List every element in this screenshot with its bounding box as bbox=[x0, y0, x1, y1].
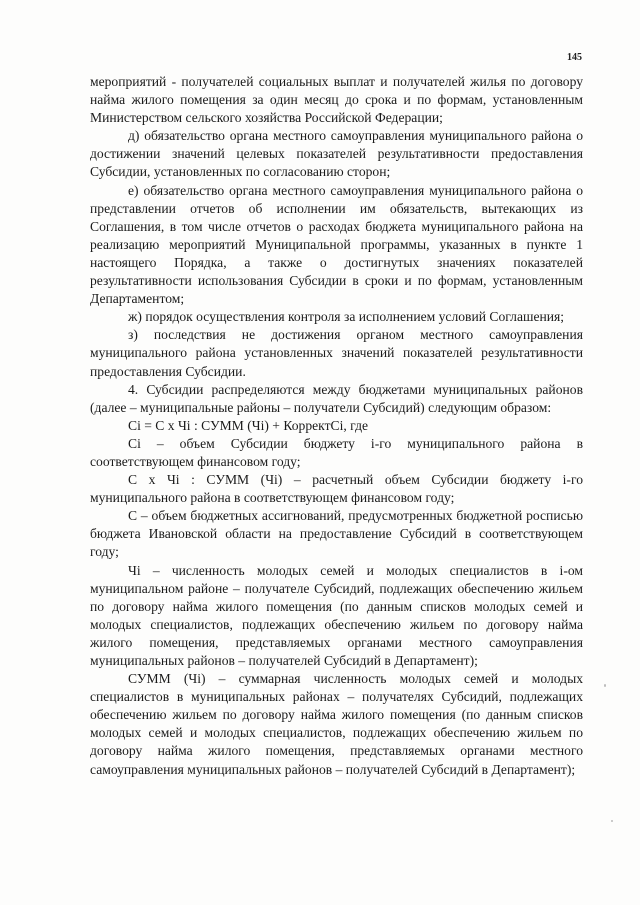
definition-c: C – объем бюджетных ассигнований, предусмотренных бюджетной росписью бюджета Ивановской области на предоставление Субсидий в соответствующем году; bbox=[90, 508, 583, 560]
formula-line: Ci = C х Чi : СУММ (Чi) + КорректCi, где bbox=[128, 417, 369, 433]
page-number: 145 bbox=[567, 52, 582, 63]
definition-calc-volume: C х Чi : СУММ (Чi) – расчетный объем Субсидии бюджету i-го муниципального района в соответствующем финансовом году; bbox=[90, 472, 583, 506]
paragraph-continuation: мероприятий - получателей социальных выплат и получателей жилья по договору найма жилого помещения за один месяц до срока и по формам, установленным Министерством сельского хозяйства Российской Федерации; bbox=[90, 74, 583, 126]
paragraph-item-z: з) последствия не достижения органом местного самоуправления муниципального района установленных значений показателей результативности предоставления Субсидии. bbox=[90, 327, 583, 379]
document-body bbox=[90, 73, 583, 779]
definition-chi: Чi – численность молодых семей и молодых специалистов в i-ом муниципальном районе – получателе Субсидий, подлежащих обеспечению жильем по договору найма жилого помещения (по данным списков молодых семей и молодых специалистов, подлежащих обеспечению жильем по договору найма жилого помещения, представляемых органами местного самоуправления муниципальных районов – получателей Субсидий в Департамент); bbox=[90, 562, 583, 668]
scan-speck bbox=[604, 684, 606, 687]
paragraph-section-4: 4. Субсидии распределяются между бюджетами муниципальных районов (далее – муниципальные районы – получатели Субсидий) следующим образом: bbox=[90, 381, 583, 415]
paragraph-item-zh: ж) порядок осуществления контроля за исполнением условий Соглашения; bbox=[128, 309, 565, 325]
scan-speck bbox=[611, 820, 613, 822]
definition-ci: Ci – объем Субсидии бюджету i-го муниципального района в соответствующем финансовом году; bbox=[90, 435, 583, 469]
paragraph-item-e: е) обязательство органа местного самоуправления муниципального района о представлении отчетов об исполнении им обязательств, вытекающих из Соглашения, в том числе отчетов о расходах бюджета муниципального района на реализацию мероприятий Муниципальной программы, указанных в пункте 1 настоящего Порядка, а также о достигнутых значениях показателей результативности использования Субсидии в сроки и по формам, установленным Департаментом; bbox=[90, 182, 583, 307]
paragraph-item-d: д) обязательство органа местного самоуправления муниципального района о достижении значений целевых показателей результативности предоставления Субсидии, установленных по согласованию сторон; bbox=[90, 128, 583, 180]
definition-summ-chi: СУММ (Чi) – суммарная численность молодых семей и молодых специалистов в муниципальных районах – получателях Субсидий, подлежащих обеспечению жильем по договору найма жилого помещения (по данным списков молодых семей и молодых специалистов, подлежащих обеспечению жильем по договору найма жилого помещения, представляемых органами местного самоуправления муниципальных районов – получателей Субсидий в Департамент); bbox=[90, 671, 583, 777]
